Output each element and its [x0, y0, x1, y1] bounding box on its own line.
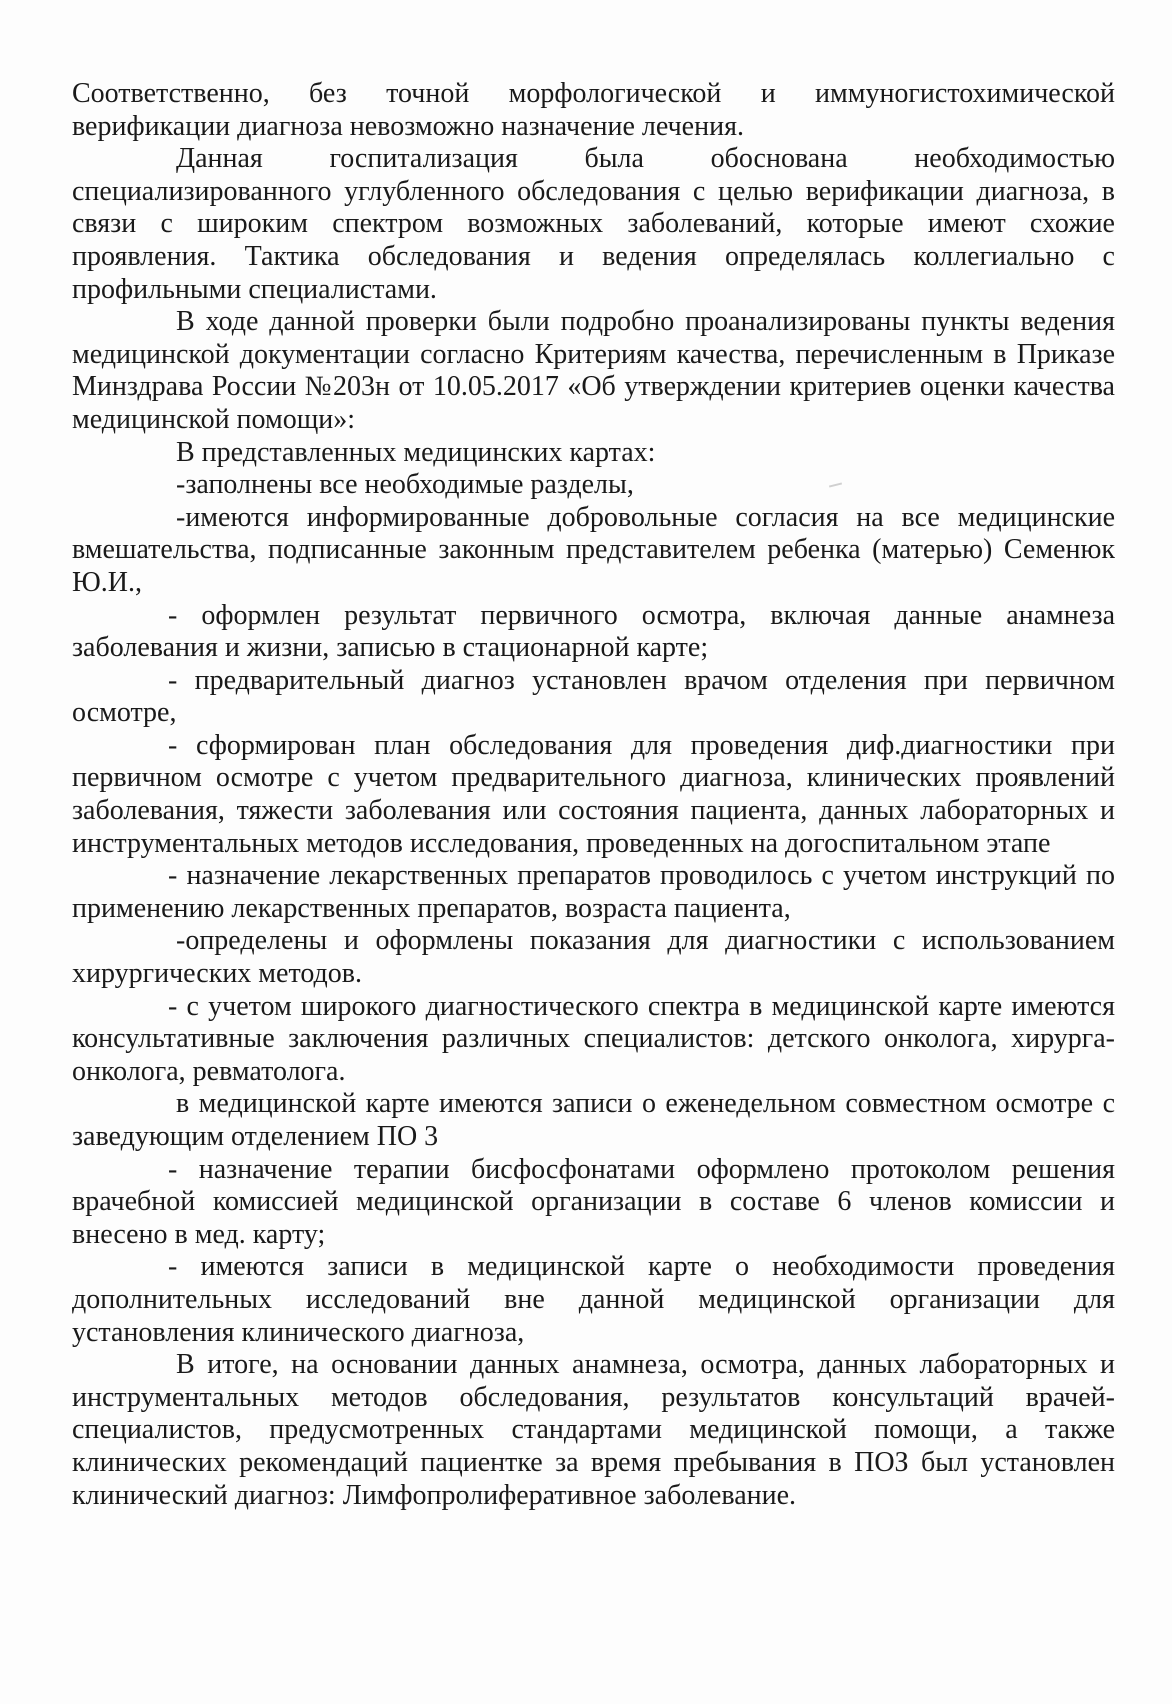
list-item-examination-plan: - сформирован план обследования для проведения диф.диагностики при первичном осмотре с учетом предварительного диагноза, клинических проявлений заболевания, тяжести заболевания или состояния пациента, данных лабораторных и инструментальных методов исследования, проведенных на догоспитальном этапе — [72, 729, 1115, 859]
list-item-weekly-examination: в медицинской карте имеются записи о еженедельном совместном осмотре с заведующим отделением ПО 3 — [72, 1088, 1115, 1152]
paragraph-audit-criteria: В ходе данной проверки были подробно проанализированы пункты ведения медицинской документации согласно Критериям качества, перечисленным в Приказе Минздрава России №203н от 10.05.2017 «Об утверждении критериев оценки качества медицинской помощи»: — [72, 306, 1115, 435]
list-item-primary-examination: - оформлен результат первичного осмотра, включая данные анамнеза заболевания и жизни, записью в стационарной карте; — [72, 599, 1115, 664]
list-item-informed-consent: -имеются информированные добровольные согласия на все медицинские вмешательства, подписанные законным представителем ребенка (матерью) Семенюк Ю.И., — [72, 501, 1115, 598]
paragraph-medical-records-intro: В представленных медицинских картах: — [176, 436, 656, 468]
list-item-surgical-indications: -определены и оформлены показания для диагностики с использованием хирургических методов. — [72, 925, 1115, 990]
paragraph-conclusion: В итоге, на основании данных анамнеза, осмотра, данных лабораторных и инструментальных методов обследования, результатов консультаций врачей-специалистов, предусмотренных стандартами медицинской помощи, а также клинических рекомендаций пациентке за время пребывания в ПОЗ был установлен клинический диагноз: Лимфопролиферативное заболевание. — [72, 1349, 1115, 1511]
list-item-bisphosphonate-therapy: - назначение терапии бисфосфонатами оформлено протоколом решения врачебной комиссией медицинской организации в составе 6 членов комиссии и внесено в мед. карту; — [72, 1153, 1115, 1250]
list-item-additional-studies: - имеются записи в медицинской карте о необходимости проведения дополнительных исследований вне данной медицинской организации для установления клинического диагноза, — [72, 1251, 1115, 1348]
paragraph-treatment-verification: Соответственно, без точной морфологической и иммуногистохимической верификации диагноза невозможно назначение лечения. — [72, 78, 1115, 142]
list-item-specialist-consultations: - с учетом широкого диагностического спектра в медицинской карте имеются консультативные заключения различных специалистов: детского онколога, хирурга- онколога, ревматолога. — [72, 990, 1115, 1087]
list-item-sections-filled: -заполнены все необходимые разделы, — [176, 469, 634, 501]
list-item-preliminary-diagnosis: - предварительный диагноз установлен врачом отделения при первичном осмотре, — [72, 664, 1115, 729]
paragraph-hospitalization-justification: Данная госпитализация была обоснована необходимостью специализированного углубленного обследования с целью верификации диагноза, в связи с широким спектром возможных заболеваний, которые имеют схожие проявления. Тактика обследования и ведения определялась коллегиально с профильными специалистами. — [72, 143, 1115, 305]
document-body — [72, 78, 1115, 1512]
list-item-drug-prescription: - назначение лекарственных препаратов проводилось с учетом инструкций по применению лекарственных препаратов, возраста пациента, — [72, 860, 1115, 924]
